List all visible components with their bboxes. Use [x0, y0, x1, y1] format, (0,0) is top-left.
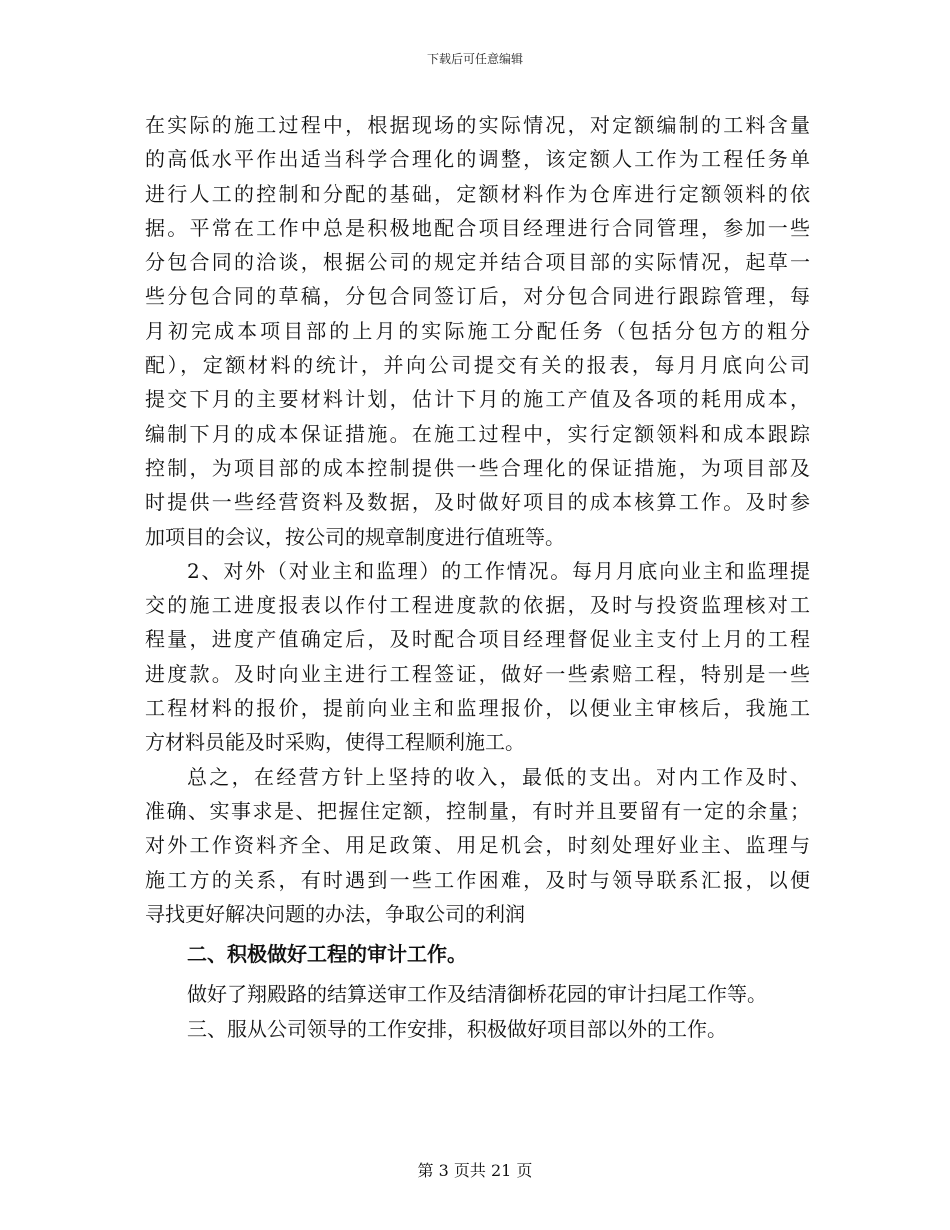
paragraph: [145, 554, 810, 760]
text-line: 控制，为项目部的成本控制提供一些合理化的保证措施，为项目部及: [145, 455, 810, 480]
text-line: 的高低水平作出适当科学合理化的调整，该定额人工作为工程任务单: [145, 147, 810, 172]
text-line: 程量，进度产值确定后，及时配合项目经理督促业主支付上月的工程: [145, 627, 810, 652]
text-line: 做好了翔殿路的结算送审工作及结清御桥花园的审计扫尾工作等。: [187, 982, 767, 1007]
page-header: 下载后可任意编辑: [426, 52, 523, 66]
text-line: 总之，在经营方针上坚持的收入，最低的支出。对内工作及时、: [187, 764, 810, 789]
text-line: 编制下月的成本保证措施。在施工过程中，实行定额领料和成本跟踪: [145, 421, 810, 446]
page-footer: 第 3 页共 21 页: [417, 1161, 533, 1180]
text-line: 些分包合同的草稿，分包合同签订后，对分包合同进行跟踪管理，每: [145, 284, 810, 309]
text-line: 月初完成本项目部的上月的实际施工分配任务（包括分包方的粗分: [145, 318, 810, 343]
document-body: [145, 108, 810, 1046]
text-line: 配），定额材料的统计，并向公司提交有关的报表，每月月底向公司: [145, 353, 810, 378]
text-line: 工程材料的报价，提前向业主和监理报价，以便业主审核后，我施工: [145, 696, 810, 721]
text-line: 加项目的会议，按公司的规章制度进行值班等。: [145, 524, 565, 549]
text-line: 准确、实事求是、把握住定额，控制量，有时并且要留有一定的余量；: [145, 798, 810, 823]
text-line: 进行人工的控制和分配的基础，定额材料作为仓库进行定额领料的依: [145, 181, 810, 206]
paragraph: [145, 108, 810, 554]
text-line: 分包合同的洽谈，根据公司的规定并结合项目部的实际情况，起草一: [145, 250, 810, 275]
text-line: 交的施工进度报表以作付工程进度款的依据，及时与投资监理核对工: [145, 593, 810, 618]
text-line: 在实际的施工过程中，根据现场的实际情况，对定额编制的工料含量: [145, 113, 810, 137]
text-line: 据。平常在工作中总是积极地配合项目经理进行合同管理，参加一些: [145, 215, 810, 240]
text-line: 进度款。及时向业主进行工程签证，做好一些索赔工程，特别是一些: [145, 661, 810, 686]
section-heading: 二、积极做好工程的审计工作。: [187, 942, 467, 967]
text-line: 对外工作资料齐全、用足政策、用足机会，时刻处理好业主、监理与: [145, 833, 810, 858]
paragraph: [145, 760, 810, 931]
text-line: 寻找更好解决问题的办法，争取公司的利润: [145, 901, 525, 926]
text-line: 方材料员能及时采购，使得工程顺利施工。: [145, 730, 525, 755]
section-heading: 三、服从公司领导的工作安排，积极做好项目部以外的工作。: [187, 1016, 727, 1041]
text-line: 时提供一些经营资料及数据，及时做好项目的成本核算工作。及时参: [145, 490, 810, 515]
text-line: 2、对外（对业主和监理）的工作情况。每月月底向业主和监理提: [187, 558, 810, 583]
text-line: 提交下月的主要材料计划，估计下月的施工产值及各项的耗用成本，: [145, 387, 810, 412]
text-line: 施工方的关系，有时遇到一些工作困难，及时与领导联系汇报，以便: [145, 867, 810, 892]
